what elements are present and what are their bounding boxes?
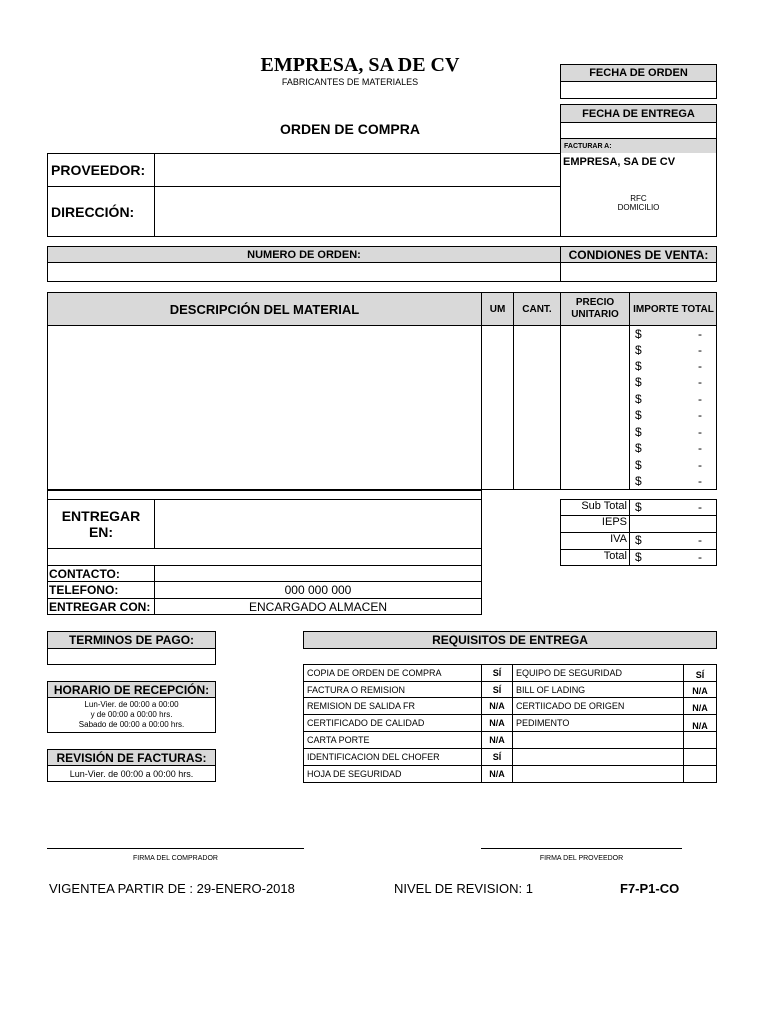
item-amount: $ -: [635, 343, 702, 357]
item-amount: $ -: [635, 441, 702, 455]
iva-label: IVA: [610, 533, 627, 545]
company-name: EMPRESA, SA DE CV: [260, 53, 460, 76]
requisito-label: BILL OF LADING: [516, 684, 586, 695]
direccion-field[interactable]: [155, 187, 560, 236]
telefono-value: 000 000 000: [284, 583, 352, 597]
horario-recepcion-box: [47, 697, 216, 733]
requisito-value: N/A: [489, 735, 505, 745]
requisito-label: CERTIFICADO DE CALIDAD: [307, 718, 425, 728]
requisito-value: SÍ: [492, 668, 502, 678]
requisitos-title: REQUISITOS DE ENTREGA: [303, 631, 717, 649]
requisito-label: REMISION DE SALIDA FR: [307, 701, 416, 711]
requisito-value: N/A: [489, 718, 505, 728]
firma-comprador-label: FIRMA DEL COMPRADOR: [133, 854, 218, 862]
requisito-value: SÍ: [492, 752, 502, 762]
revision-level-text: NIVEL DE REVISION: 1: [394, 881, 533, 896]
horario-line-2: y de 00:00 a 00:00 hrs.: [90, 710, 173, 719]
importe-header: IMPORTE TOTAL: [633, 303, 714, 315]
condiciones-venta-label: CONDIONES DE VENTA:: [560, 246, 717, 263]
horario-line-1: Lun-Vier. de 00:00 a 00:00: [84, 700, 179, 709]
unitario-label: UNITARIO: [571, 309, 619, 320]
vigencia-text: VIGENTEA PARTIR DE : 29-ENERO-2018: [49, 881, 295, 896]
item-amount: $ -: [635, 425, 702, 439]
fecha-orden-field[interactable]: [560, 81, 717, 99]
proveedor-field[interactable]: [155, 154, 560, 186]
um-header: UM: [489, 303, 506, 315]
requisito-label: FACTURA O REMISION: [307, 684, 406, 695]
domicilio-label: DOMICILIO: [617, 202, 660, 212]
numero-orden-field[interactable]: [47, 262, 561, 282]
requisito-label: IDENTIFICACION DEL CHOFER: [307, 752, 440, 762]
requisito-value: N/A: [692, 685, 708, 696]
requisito-value: N/A: [489, 769, 505, 779]
cant-header: CANT.: [522, 303, 552, 315]
requisito-value: SÍ: [492, 684, 502, 695]
horario-line-3: Sabado de 00:00 a 00:00 hrs.: [78, 720, 185, 729]
revision-facturas-label: REVISIÓN DE FACTURAS:: [47, 749, 216, 766]
fecha-entrega-label: FECHA DE ENTREGA: [560, 104, 717, 123]
terminos-pago-label: TERMINOS DE PAGO:: [47, 631, 216, 649]
precio-unitario-header: [561, 293, 629, 325]
direccion-label: DIRECCIÓN:: [51, 203, 135, 220]
horario-recepcion-label: HORARIO DE RECEPCIÓN:: [47, 681, 216, 698]
revision-facturas-value: Lun-Vier. de 00:00 a 00:00 hrs.: [47, 765, 216, 782]
entregar-con-label: ENTREGAR CON:: [49, 599, 151, 614]
subtotal-label: Sub Total: [581, 500, 627, 512]
company-subtitle: FABRICANTES DE MATERIALES: [281, 77, 419, 87]
firma-proveedor-label: FIRMA DEL PROVEEDOR: [539, 854, 624, 862]
entregar-en-label: ENTREGAR EN:: [61, 508, 141, 540]
requisito-value: N/A: [692, 703, 708, 713]
item-amount: $ -: [635, 408, 702, 422]
document-title: ORDEN DE COMPRA: [279, 121, 420, 137]
contacto-label: CONTACTO:: [49, 566, 120, 581]
firma-proveedor-line: [481, 848, 682, 849]
numero-orden-label: NUMERO DE ORDEN:: [47, 246, 561, 263]
requisito-label: CERTIICADO DE ORIGEN: [516, 701, 625, 711]
ieps-label: IEPS: [601, 516, 627, 528]
subtotal-amount: $ -: [635, 500, 702, 514]
precio-label: PRECIO: [575, 297, 615, 308]
requisito-label: COPIA DE ORDEN DE COMPRA: [307, 668, 442, 678]
item-amount: $ -: [635, 327, 702, 341]
total-label: Total: [603, 550, 627, 562]
iva-amount: $ -: [635, 533, 702, 547]
item-amount: $ -: [635, 359, 702, 373]
items-body: [47, 325, 717, 490]
rfc-label: RFC: [630, 193, 647, 203]
condiciones-venta-field[interactable]: [560, 262, 717, 282]
requisito-value: N/A: [489, 701, 505, 711]
contacto-field[interactable]: [155, 566, 481, 581]
entregar-en-field[interactable]: [155, 500, 481, 548]
requisito-label: CARTA PORTE: [307, 735, 370, 745]
terminos-pago-field[interactable]: [47, 648, 216, 665]
item-amount: $ -: [635, 474, 702, 488]
telefono-label: TELEFONO:: [49, 583, 119, 597]
total-amount: $ -: [635, 550, 702, 564]
firma-comprador-line: [47, 848, 304, 849]
descripcion-header: DESCRIPCIÓN DEL MATERIAL: [169, 301, 360, 317]
item-amount: $ -: [635, 392, 702, 406]
requisito-value: N/A: [692, 721, 708, 731]
facturar-a-label: FACTURAR A:: [561, 139, 716, 153]
item-amount: $ -: [635, 375, 702, 389]
requisito-label: PEDIMENTO: [516, 718, 570, 728]
document-code: F7-P1-CO: [620, 881, 680, 896]
fecha-orden-label: FECHA DE ORDEN: [560, 64, 717, 82]
requisito-label: HOJA DE SEGURIDAD: [307, 769, 402, 779]
facturar-company: EMPRESA, SA DE CV: [563, 156, 676, 168]
proveedor-label: PROVEEDOR:: [51, 162, 146, 178]
entregar-con-value: ENCARGADO ALMACEN: [248, 599, 388, 614]
requisito-value: SÍ: [695, 670, 705, 680]
requisito-label: EQUIPO DE SEGURIDAD: [516, 668, 623, 678]
item-amount: $ -: [635, 458, 702, 472]
